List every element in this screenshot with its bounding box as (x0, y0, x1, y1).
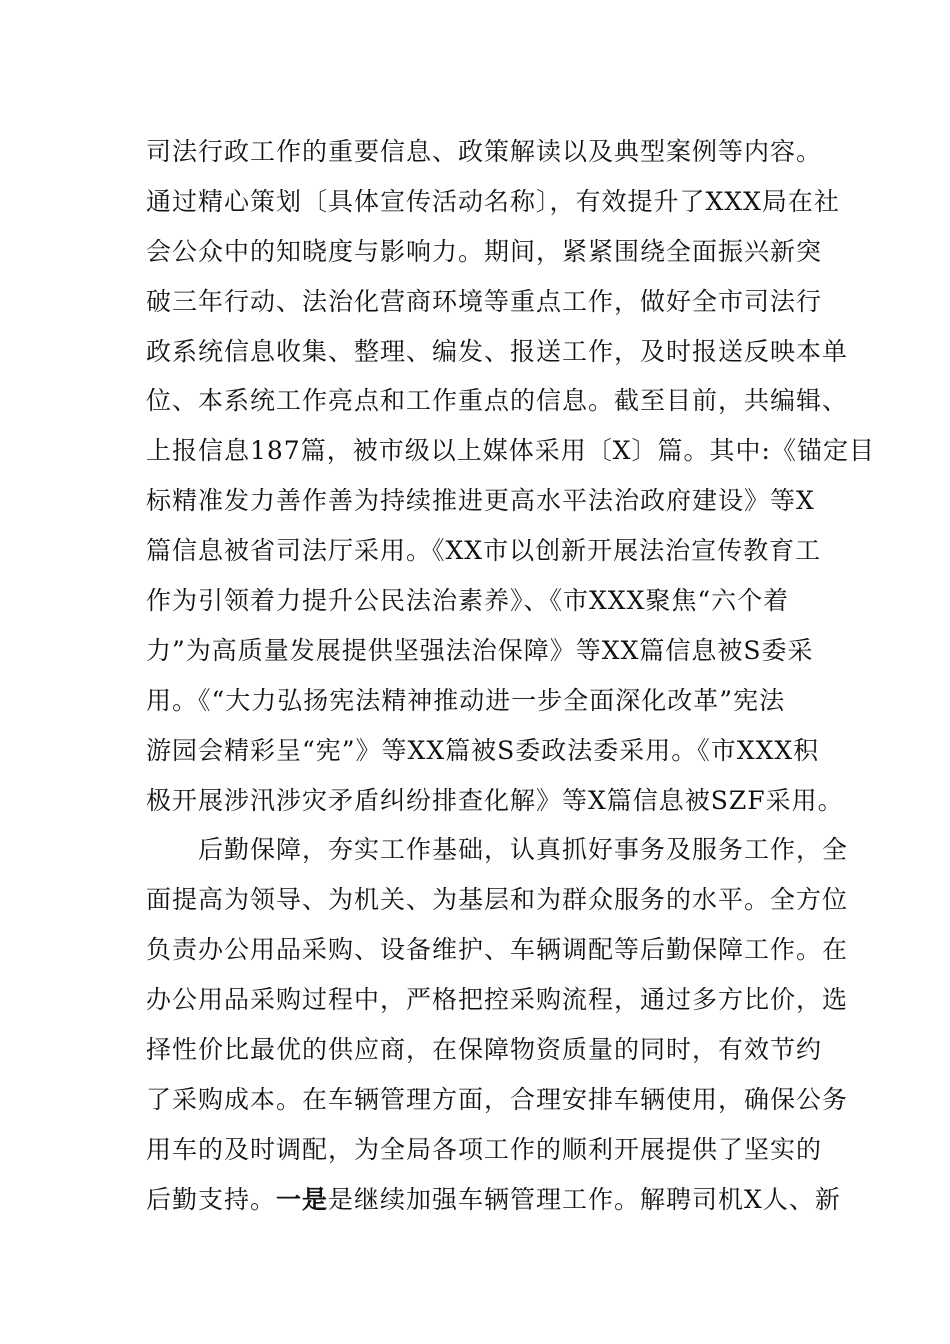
text-line: 游园会精彩呈“宪”》等XX篇被S委政法委采用。《市XXX积 (146, 735, 820, 765)
text-line: 后勤保障，夯实工作基础，认真抓好事务及服务工作，全 (198, 835, 849, 865)
paragraph-logistics (146, 825, 849, 1224)
text-line: 通过精心策划〔具体宣传活动名称〕，有效提升了XXX局在社 (146, 186, 840, 216)
text-line: 会公众中的知晓度与影响力。期间，紧紧围绕全面振兴新突 (146, 236, 823, 266)
text-line: 极开展涉汛涉灾矛盾纠纷排查化解》等X篇信息被SZF采用。 (146, 785, 844, 815)
text-line-with-emphasis (146, 1175, 841, 1225)
text-line: 用车的及时调配，为全局各项工作的顺利开展提供了坚实的 (146, 1134, 823, 1164)
text-line: 司法行政工作的重要信息、政策解读以及典型案例等内容。 (146, 137, 823, 166)
text-line: 标精准发力善作善为持续推进更高水平法治政府建设》等X (146, 486, 815, 516)
text-line: 择性价比最优的供应商，在保障物资质量的同时，有效节约 (146, 1035, 823, 1065)
text-line: 作为引领着力提升公民法治素养》、《市XXX聚焦“六个着 (146, 586, 790, 616)
text-line: 办公用品采购过程中，严格把控采购流程，通过多方比价，选 (146, 985, 849, 1015)
text-line: 面提高为领导、为机关、为基层和为群众服务的水平。全方位 (146, 885, 849, 915)
text-line: 了采购成本。在车辆管理方面，合理安排车辆使用，确保公务 (146, 1084, 849, 1114)
text-line: 破三年行动、法治化营商环境等重点工作，做好全市司法行 (146, 286, 823, 316)
document-body (146, 127, 875, 1225)
text-run: 后勤支持。 (146, 1184, 277, 1214)
text-line: 政系统信息收集、整理、编发、报送工作，及时报送反映本单 (146, 336, 849, 366)
text-line: 上报信息187篇，被市级以上媒体采用〔X〕篇。其中:《锚定目 (146, 436, 875, 466)
text-line: 位、本系统工作亮点和工作重点的信息。截至目前，共编辑、 (146, 386, 849, 416)
emphasis-first: 一是 (276, 1184, 329, 1214)
text-line: 力”为高质量发展提供坚强法治保障》等XX篇信息被S委采 (146, 635, 814, 665)
text-line: 用。《“大力弘扬宪法精神推动进一步全面深化改革”宪法 (146, 685, 786, 715)
text-run: 是继续加强车辆管理工作。解聘司机X人、新 (328, 1184, 841, 1214)
paragraph-publicity (146, 127, 875, 825)
text-line: 篇信息被省司法厅采用。《XX市以创新开展法治宣传教育工 (146, 536, 822, 566)
text-line: 负责办公用品采购、设备维护、车辆调配等后勤保障工作。在 (146, 935, 849, 965)
